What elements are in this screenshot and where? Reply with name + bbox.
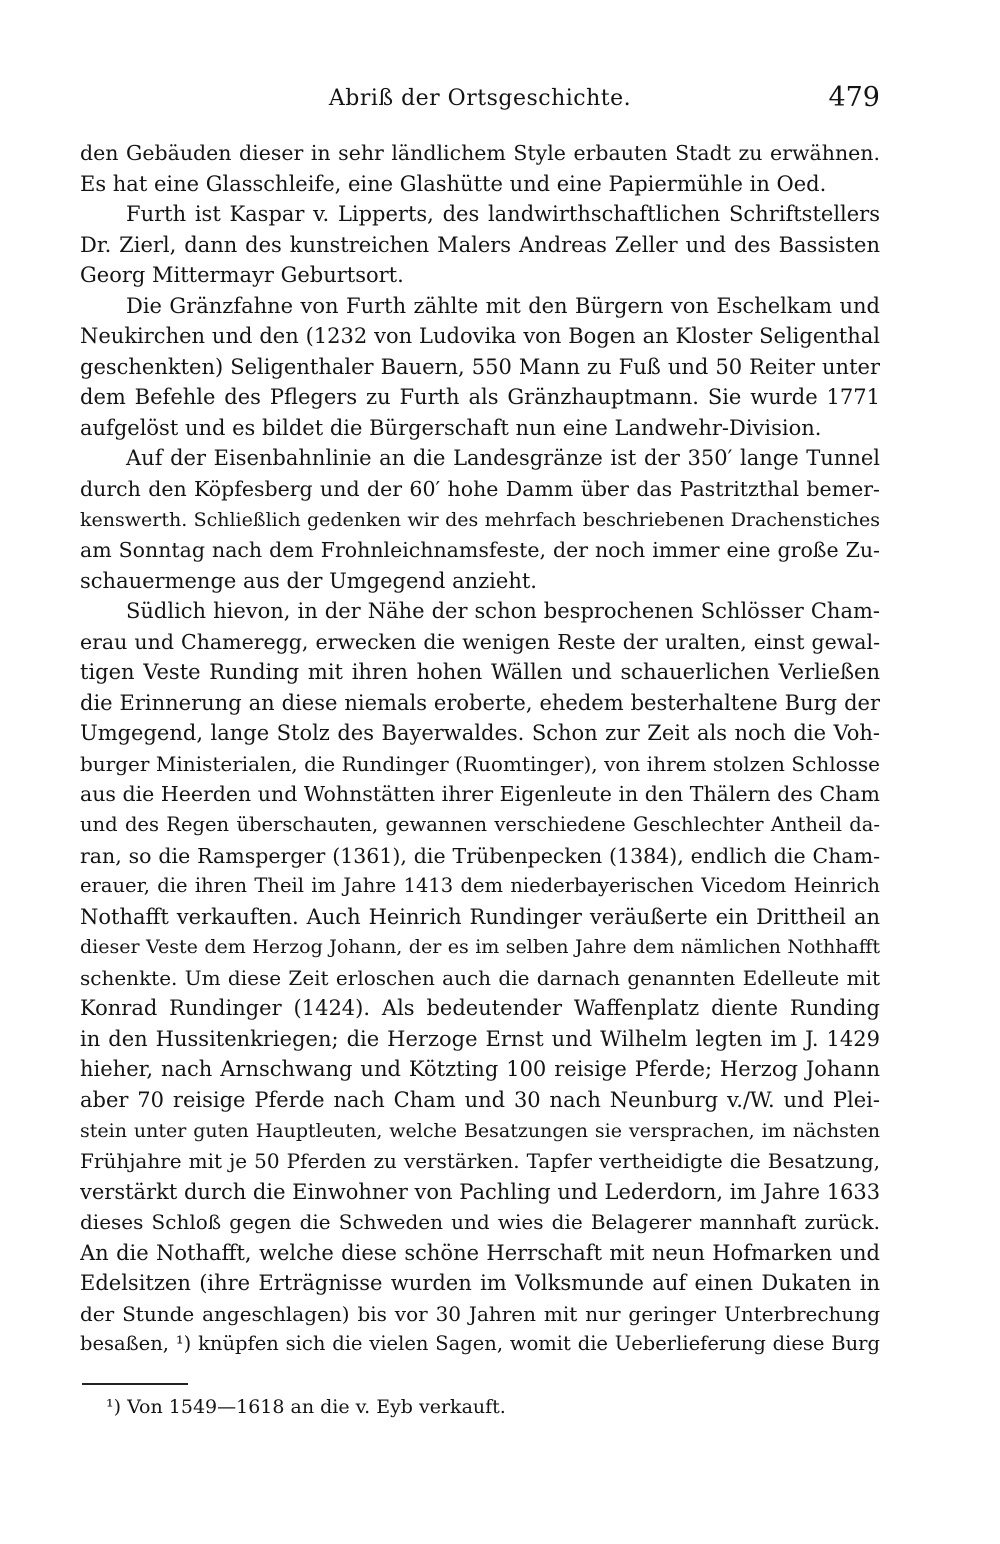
page-number: 479 — [828, 82, 880, 113]
text-line: am Sonntag nach dem Frohnleichnamsfeste, der noch immer eine große Zu- — [80, 538, 880, 563]
text-line: den Gebäuden dieser in sehr ländlichem Style erbauten Stadt zu erwähnen. — [80, 141, 880, 165]
text-line: kenswerth. Schließlich gedenken wir des mehrfach beschriebenen Drachenstiches — [80, 508, 880, 531]
running-title: Abriß der Ortsgeschichte. — [328, 86, 632, 111]
text-line: schauermenge aus der Umgegend anzieht. — [80, 568, 537, 593]
text-line: aufgelöst und es bildet die Bürgerschaft nun eine Landwehr-Division. — [80, 415, 822, 440]
footnote: ¹) Von 1549—1618 an die v. Eyb verkauft. — [106, 1396, 506, 1418]
text-line: Es hat eine Glasschleife, eine Glashütte und eine Papiermühle in Oed. — [80, 171, 827, 196]
text-line: der Stunde angeschlagen) bis vor 30 Jahren mit nur geringer Unterbrechung — [80, 1301, 880, 1326]
text-line: An die Nothafft, welche diese schöne Herrschaft mit neun Hofmarken und — [80, 1240, 880, 1265]
text-line: dieser Veste dem Herzog Johann, der es im selben Jahre dem nämlichen Nothhafft — [80, 936, 880, 959]
text-line: hieher, nach Arnschwang und Kötzting 100 reisige Pferde; Herzog Johann — [80, 1057, 880, 1082]
text-line: in den Hussitenkriegen; die Herzoge Ernst und Wilhelm legten im J. 1429 — [80, 1026, 880, 1051]
text-line: schenkte. Um diese Zeit erloschen auch die darnach genannten Edelleute mit — [80, 965, 880, 990]
text-line: verstärkt durch die Einwohner von Pachling und Lederdorn, im Jahre 1633 — [80, 1179, 880, 1204]
text-line: burger Ministerialen, die Rundinger (Ruomtinger), von ihrem stolzen Schlosse — [80, 751, 880, 776]
text-line: Furth ist Kaspar v. Lipperts, des landwirthschaftlichen Schriftstellers — [126, 202, 880, 227]
text-line: die Erinnerung an diese niemals eroberte, ehedem besterhaltene Burg der — [80, 690, 880, 715]
text-line: ran, so die Ramsperger (1361), die Trübenpecken (1384), endlich die Cham- — [80, 843, 880, 868]
running-head — [80, 82, 880, 122]
text-line: durch den Köpfesberg und der 60′ hohe Damm über das Pastritzthal bemer- — [80, 477, 880, 502]
text-line: Frühjahre mit je 50 Pferden zu verstärken. Tapfer vertheidigte die Besatzung, — [80, 1149, 880, 1174]
text-line: aber 70 reisige Pferde nach Cham und 30 nach Neunburg v./W. und Plei- — [80, 1087, 880, 1112]
text-line: Südlich hievon, in der Nähe der schon besprochenen Schlösser Cham- — [126, 599, 880, 624]
text-line: stein unter guten Hauptleuten, welche Besatzungen sie versprachen, im nächsten — [80, 1119, 880, 1142]
text-line: erauer, die ihren Theil im Jahre 1413 dem niederbayerischen Vicedom Heinrich — [80, 874, 880, 898]
text-line: geschenkten) Seligenthaler Bauern, 550 Mann zu Fuß und 50 Reiter unter — [80, 354, 880, 379]
text-line: Konrad Rundinger (1424). Als bedeutender Waffenplatz diente Runding — [80, 996, 880, 1021]
text-line: Dr. Zierl, dann des kunstreichen Malers Andreas Zeller und des Bassisten — [80, 232, 880, 257]
text-line: Die Gränzfahne von Furth zählte mit den Bürgern von Eschelkam und — [126, 293, 880, 318]
text-line: und des Regen überschauten, gewannen verschiedene Geschlechter Antheil da- — [80, 813, 880, 837]
text-line: Georg Mittermayr Geburtsort. — [80, 263, 404, 288]
text-line: tigen Veste Runding mit ihren hohen Wällen und schauerlichen Verließen — [80, 660, 880, 685]
text-line: dieses Schloß gegen die Schweden und wies die Belagerer mannhaft zurück. — [80, 1210, 880, 1235]
text-line: Nothafft verkauften. Auch Heinrich Rundinger veräußerte ein Drittheil an — [80, 904, 880, 929]
text-line: dem Befehle des Pflegers zu Furth als Gränzhauptmann. Sie wurde 1771 — [80, 385, 880, 410]
text-line: Auf der Eisenbahnlinie an die Landesgränze ist der 350′ lange Tunnel — [126, 446, 880, 471]
text-line: Neukirchen und den (1232 von Ludovika von Bogen an Kloster Seligenthal — [80, 324, 880, 349]
footnote-rule — [82, 1383, 188, 1385]
text-line: erau und Chameregg, erwecken die wenigen Reste der uralten, einst gewal- — [80, 629, 880, 654]
text-line: besaßen, ¹) knüpfen sich die vielen Sagen, womit die Ueberlieferung diese Burg — [80, 1332, 880, 1356]
text-line: Umgegend, lange Stolz des Bayerwaldes. Schon zur Zeit als noch die Voh- — [80, 721, 880, 746]
body-text — [80, 138, 880, 1360]
text-line: Edelsitzen (ihre Erträgnisse wurden im Volksmunde auf einen Dukaten in — [80, 1271, 880, 1296]
text-line: aus die Heerden und Wohnstätten ihrer Eigenleute in den Thälern des Cham — [80, 782, 880, 807]
